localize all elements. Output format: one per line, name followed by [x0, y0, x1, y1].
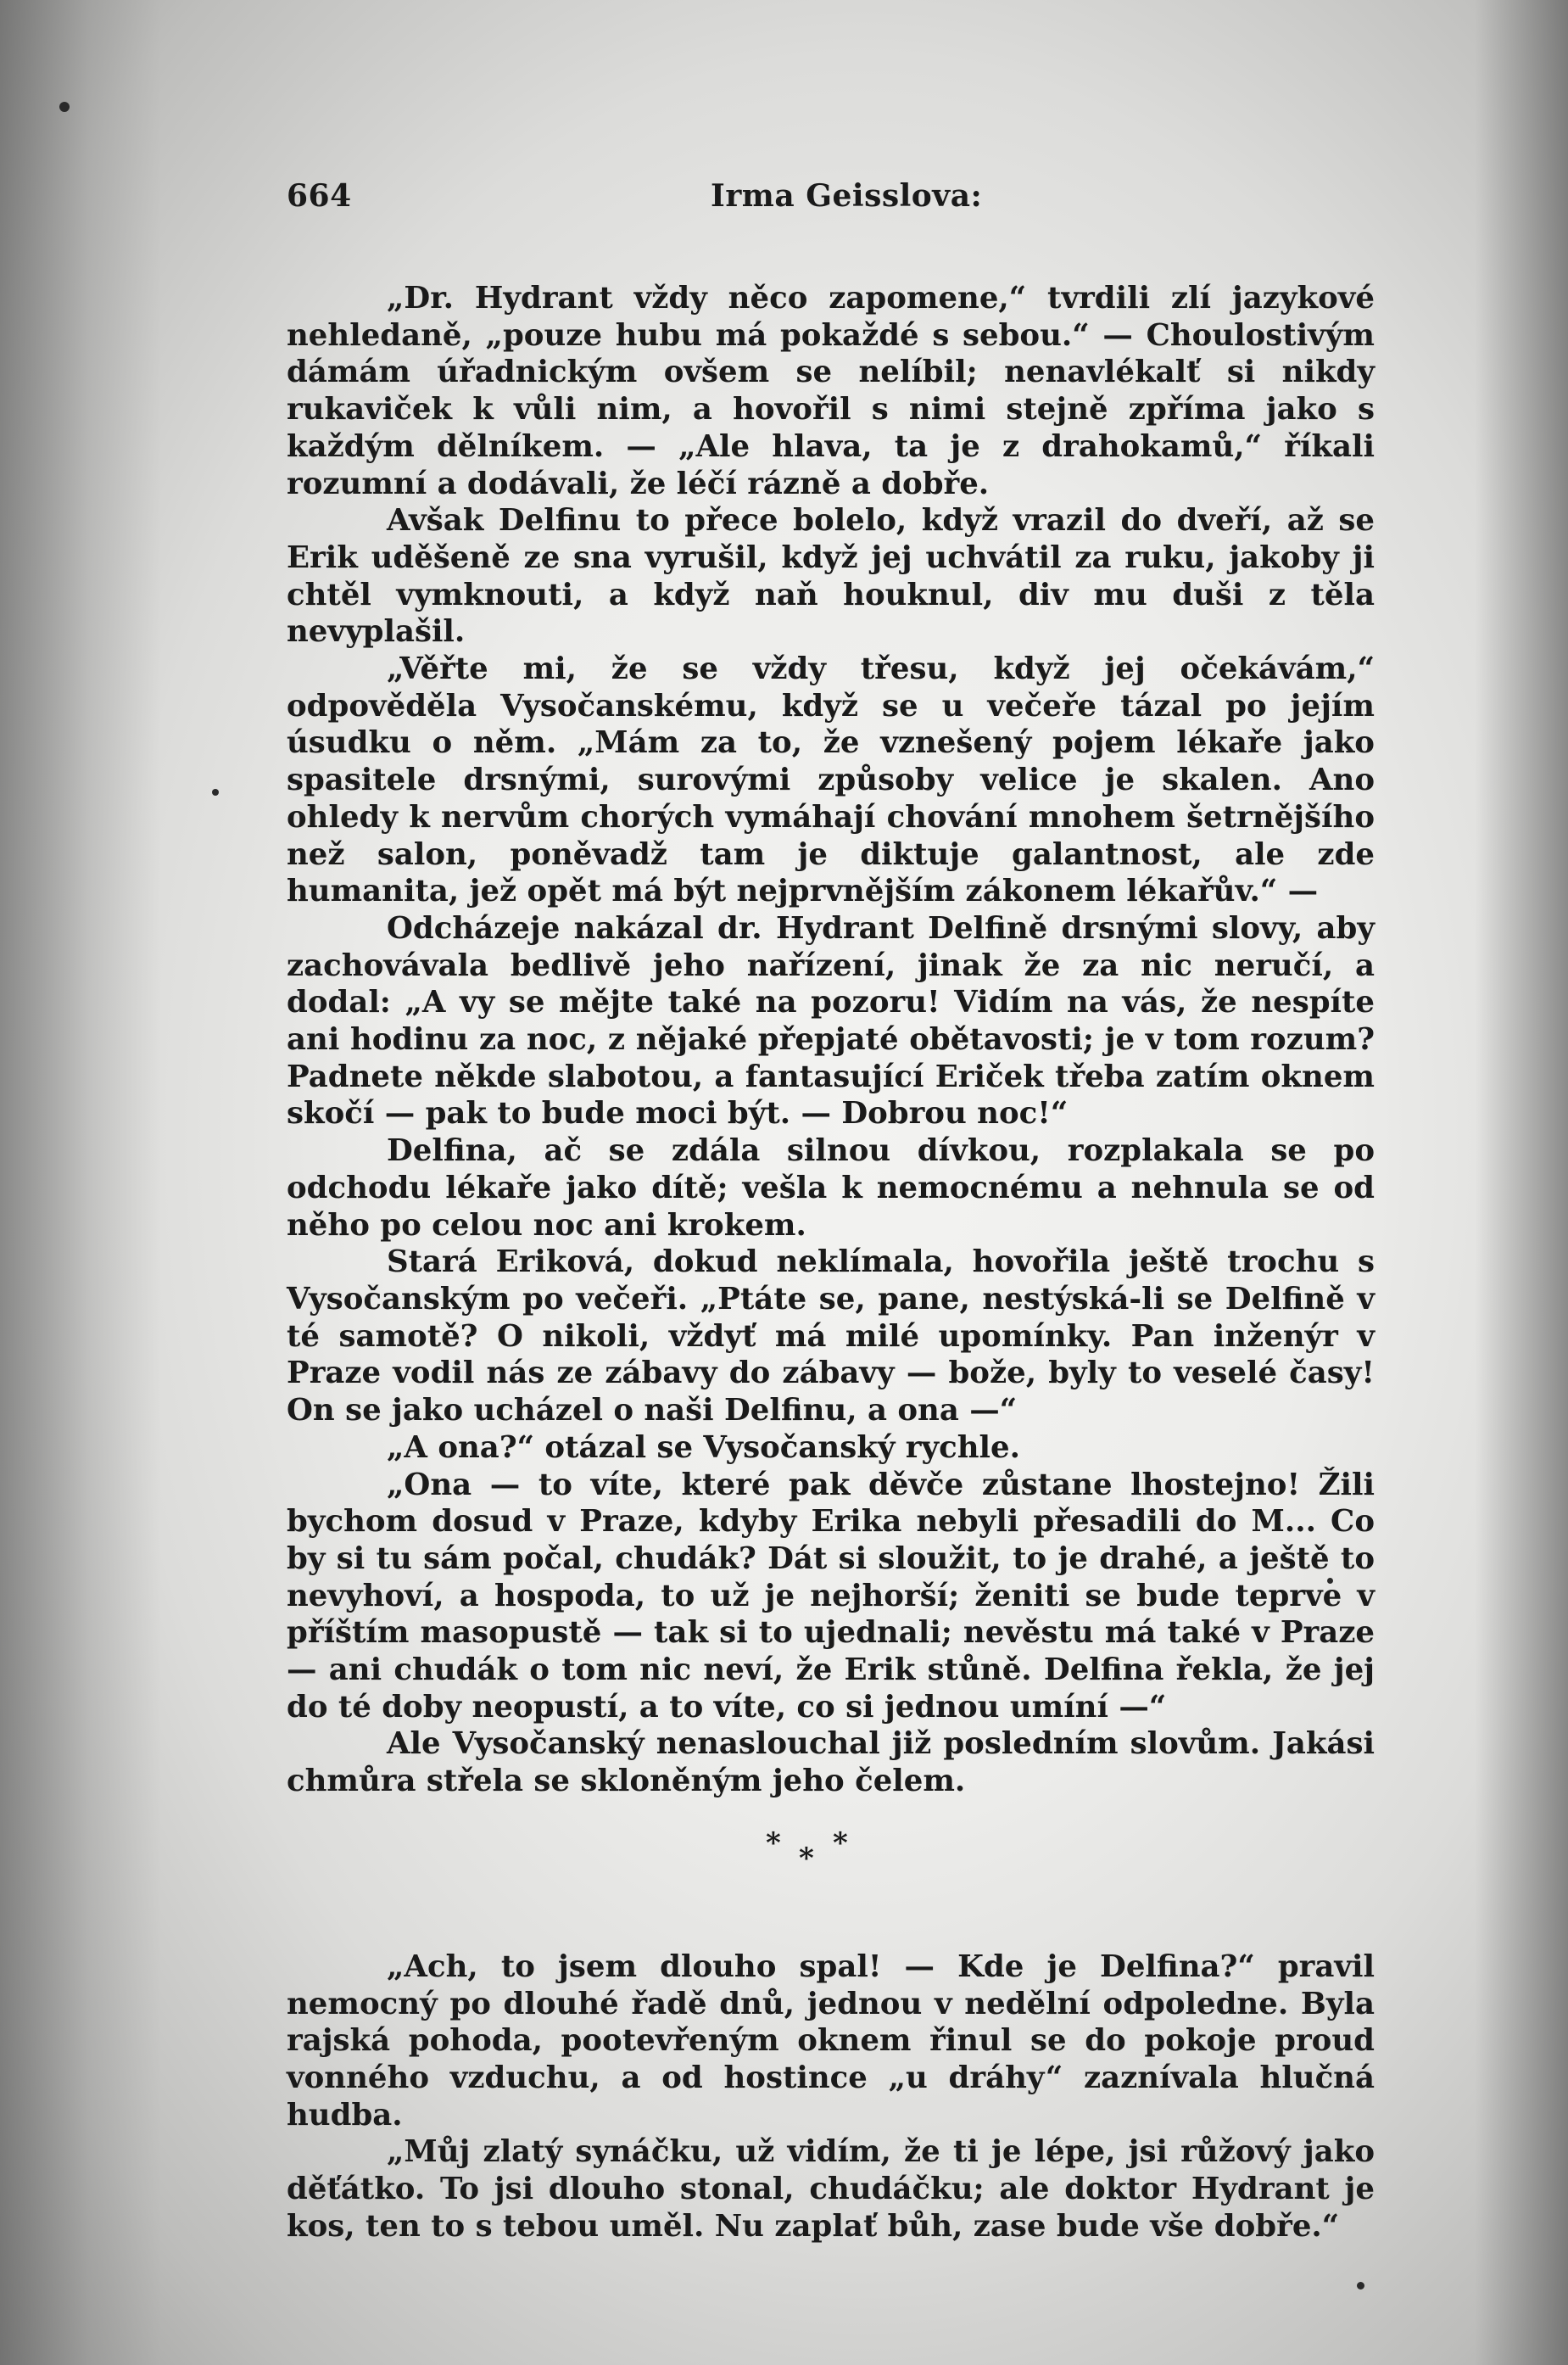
- paragraph: „Dr. Hydrant vždy něco zapomene,“ tvrdili zlí jazykové nehledaně, „pouze hubu má pokaždé s sebou.“ — Choulostivým dámám úřadnickým ovšem se nelíbil; nenavlékalť si nikdy rukaviček k vůli nim, a hovořil s nimi stejně zpříma jako s každým dělníkem. — „Ale hlava, ta je z drahokamů,“ říkali rozumní a dodávali, že léčí rázně a dobře.: [287, 281, 1375, 501]
- book-page: [287, 178, 1375, 2245]
- paragraph: Odcházeje nakázal dr. Hydrant Delfině drsnými slovy, aby zachovávala bedlivě jeho nařízení, jinak že za nic neručí, a dodal: „A vy se mějte také na pozoru! Vidím na vás, že nespíte ani hodinu za noc, z nějaké přepjaté obětavosti; je v tom rozum? Padnete někde slabotou, a fantasující Eriček třeba zatím oknem skočí — pak to bude moci být. — Dobrou noc!“: [287, 910, 1375, 1132]
- asterisk: *: [833, 1825, 848, 1860]
- paragraph: „Věřte mi, že se vždy třesu, když jej očekávám,“ odpověděla Vysočanskému, když se u večeře tázal po jejím úsudku o něm. „Mám za to, že vznešený pojem lékaře jako spasitele drsnými, surovými způsoby velice je skalen. Ano ohledy k nervům chorých vymáhají chování mnohem šetrnějšího než salon, poněvadž tam je diktuje galantnost, ale zde humanita, jež opět má být nejprvnějším zákonem lékařův.“ —: [287, 651, 1375, 909]
- speck: [1357, 2282, 1364, 2290]
- page-number: 664: [287, 178, 352, 214]
- section-separator: [287, 1800, 1375, 1948]
- paragraph: Avšak Delfinu to přece bolelo, když vrazil do dveří, až se Erik uděšeně ze sna vyrušil, když jej uchvátil za ruku, jakoby ji chtěl vymknouti, a když naň houknul, div mu duši z těla nevyplašil.: [287, 503, 1375, 650]
- speck: [212, 789, 219, 796]
- asterisk: *: [799, 1841, 814, 1876]
- running-title: Irma Geisslova:: [711, 178, 983, 214]
- paragraph: Stará Eriková, dokud neklímala, hovořila ještě trochu s Vysočanským po večeři. „Ptáte se, pane, nestýská-li se Delfině v té samotě? O nikoli, vždyť má milé upomínky. Pan inženýr v Praze vodil nás ze zábavy do zábavy — bože, byly to veselé časy! On se jako ucházel o naši Delfinu, a ona —“: [287, 1244, 1375, 1429]
- paragraph: Ale Vysočanský nenaslouchal již posledním slovům. Jakási chmůra střela se skloněným jeho čelem.: [287, 1726, 1375, 1799]
- paragraph: „A ona?“ otázal se Vysočanský rychle.: [387, 1429, 1020, 1465]
- running-head: [287, 178, 1375, 229]
- speck: [59, 102, 70, 112]
- body-text: [287, 280, 1375, 2245]
- paragraph: „Ona — to víte, které pak děvče zůstane lhostejno! Žili bychom dosud v Praze, kdyby Erika nebyli přesadili do M... Co by si tu sám počal, chudák? Dát si sloužit, to je drahé, a ještě to nevyhoví, a hospoda, to už je nejhorší; ženiti se bude teprve v příštím masopustě — tak si to ujednali; nevěstu má také v Praze — ani chudák o tom nic neví, že Erik stůně. Delfina řekla, že jej do té doby neopustí, a to víte, co si jednou umíní —“: [287, 1467, 1375, 1725]
- asterisk: *: [766, 1825, 781, 1860]
- paragraph: Delfina, ač se zdála silnou dívkou, rozplakala se po odchodu lékaře jako dítě; vešla k nemocnému a nehnula se od něho po celou noc ani krokem.: [287, 1133, 1375, 1243]
- paragraph: „Můj zlatý synáčku, už vidím, že ti je lépe, jsi růžový jako děťátko. To jsi dlouho stonal, chudáčku; ale doktor Hydrant je kos, ten to s tebou uměl. Nu zaplať bůh, zase bude vše dobře.“: [287, 2134, 1375, 2244]
- paragraph: „Ach, to jsem dlouho spal! — Kde je Delfina?“ pravil nemocný po dlouhé řadě dnů, jednou v nedělní odpoledne. Byla rajská pohoda, pootevřeným oknem řinul se do pokoje proud vonného vzduchu, a od hostince „u dráhy“ zaznívala hlučná hudba.: [287, 1948, 1375, 2133]
